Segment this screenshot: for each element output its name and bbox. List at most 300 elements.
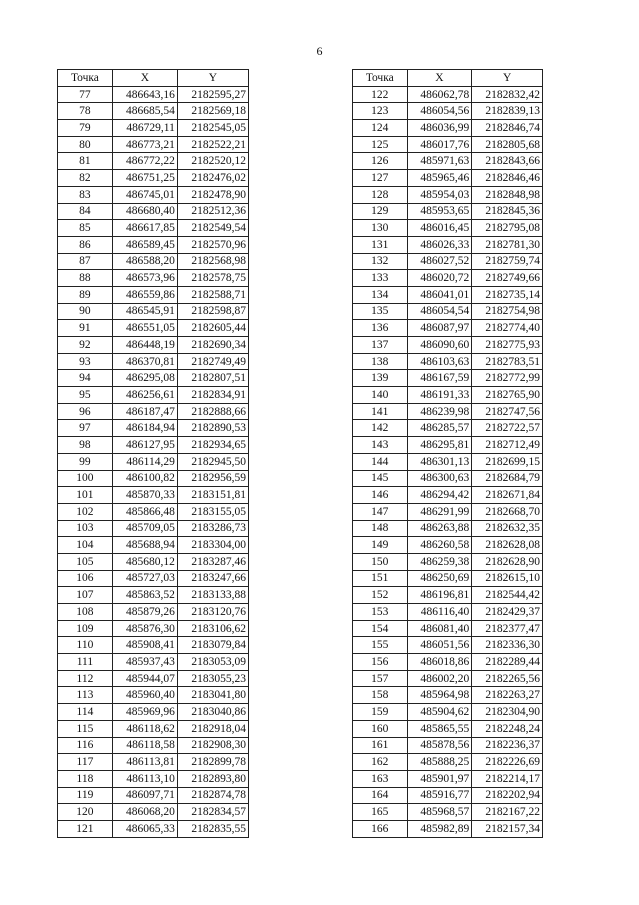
- table-row: [353, 203, 543, 220]
- point-cell: 78: [58, 103, 113, 120]
- table-row: [353, 637, 543, 654]
- y-cell: 2182890,53: [177, 420, 248, 437]
- point-cell: 134: [353, 286, 408, 303]
- y-cell: 2182845,36: [472, 203, 543, 220]
- point-cell: 90: [58, 303, 113, 320]
- table-row: [353, 370, 543, 387]
- table-row: [353, 687, 543, 704]
- x-cell: 486114,29: [112, 453, 177, 470]
- x-cell: 486016,45: [407, 220, 472, 237]
- y-cell: 2182781,30: [472, 236, 543, 253]
- point-cell: 122: [353, 86, 408, 103]
- x-cell: 486250,69: [407, 570, 472, 587]
- point-cell: 164: [353, 787, 408, 804]
- y-cell: 2182735,14: [472, 286, 543, 303]
- table-row: [353, 770, 543, 787]
- point-cell: 161: [353, 737, 408, 754]
- x-cell: 486259,38: [407, 553, 472, 570]
- table-row: [58, 570, 249, 587]
- table-row: [58, 704, 249, 721]
- y-cell: 2182690,34: [177, 337, 248, 354]
- point-cell: 148: [353, 520, 408, 537]
- x-cell: 485982,89: [407, 820, 472, 837]
- point-cell: 102: [58, 503, 113, 520]
- point-cell: 153: [353, 604, 408, 621]
- point-cell: 162: [353, 754, 408, 771]
- table-row: [353, 337, 543, 354]
- y-cell: 2182605,44: [177, 320, 248, 337]
- y-cell: 2182429,37: [472, 604, 543, 621]
- table-row: [58, 804, 249, 821]
- table-row: [58, 754, 249, 771]
- x-cell: 485944,07: [112, 670, 177, 687]
- x-cell: 485968,57: [407, 804, 472, 821]
- y-cell: 2183041,80: [177, 687, 248, 704]
- table-row: [353, 320, 543, 337]
- x-cell: 485954,03: [407, 186, 472, 203]
- y-cell: 2182899,78: [177, 754, 248, 771]
- table-row: [58, 186, 249, 203]
- y-cell: 2182512,36: [177, 203, 248, 220]
- table-row: [353, 553, 543, 570]
- point-cell: 88: [58, 270, 113, 287]
- table-row: [58, 654, 249, 671]
- table-header-row: [353, 70, 543, 87]
- point-cell: 144: [353, 453, 408, 470]
- x-cell: 486291,99: [407, 503, 472, 520]
- point-cell: 110: [58, 637, 113, 654]
- y-cell: 2182934,65: [177, 437, 248, 454]
- point-cell: 96: [58, 403, 113, 420]
- point-cell: 84: [58, 203, 113, 220]
- y-cell: 2182722,57: [472, 420, 543, 437]
- point-cell: 156: [353, 654, 408, 671]
- point-cell: 127: [353, 170, 408, 187]
- table-row: [58, 337, 249, 354]
- point-cell: 112: [58, 670, 113, 687]
- point-cell: 105: [58, 553, 113, 570]
- table-row: [58, 303, 249, 320]
- page-number: 6: [316, 44, 323, 58]
- point-cell: 108: [58, 604, 113, 621]
- point-cell: 123: [353, 103, 408, 120]
- y-cell: 2182888,66: [177, 403, 248, 420]
- table-row: [58, 220, 249, 237]
- x-cell: 486588,20: [112, 253, 177, 270]
- point-cell: 109: [58, 620, 113, 637]
- x-cell: 486026,33: [407, 236, 472, 253]
- y-cell: 2182336,30: [472, 637, 543, 654]
- column-header-y: Y: [177, 70, 248, 87]
- x-cell: 486191,33: [407, 387, 472, 404]
- y-cell: 2182843,66: [472, 153, 543, 170]
- column-header-x: X: [407, 70, 472, 87]
- x-cell: 486295,08: [112, 370, 177, 387]
- y-cell: 2183287,46: [177, 553, 248, 570]
- x-cell: 486294,42: [407, 487, 472, 504]
- table-row: [353, 620, 543, 637]
- x-cell: 486559,86: [112, 286, 177, 303]
- y-cell: 2182747,56: [472, 403, 543, 420]
- y-cell: 2183304,00: [177, 537, 248, 554]
- table-row: [353, 437, 543, 454]
- table-row: [353, 236, 543, 253]
- y-cell: 2182805,68: [472, 136, 543, 153]
- table-row: [58, 620, 249, 637]
- point-cell: 80: [58, 136, 113, 153]
- y-cell: 2182588,71: [177, 286, 248, 303]
- table-row: [58, 737, 249, 754]
- table-body-left: [58, 86, 249, 837]
- table-row: [58, 86, 249, 103]
- x-cell: 486100,82: [112, 470, 177, 487]
- y-cell: 2182157,34: [472, 820, 543, 837]
- point-cell: 124: [353, 120, 408, 137]
- x-cell: 485908,41: [112, 637, 177, 654]
- y-cell: 2182578,75: [177, 270, 248, 287]
- point-cell: 136: [353, 320, 408, 337]
- table-row: [353, 670, 543, 687]
- table-row: [58, 470, 249, 487]
- table-row: [353, 286, 543, 303]
- table-row: [353, 186, 543, 203]
- point-cell: 79: [58, 120, 113, 137]
- x-cell: 485916,77: [407, 787, 472, 804]
- point-cell: 119: [58, 787, 113, 804]
- table-row: [58, 387, 249, 404]
- x-cell: 486729,11: [112, 120, 177, 137]
- point-cell: 166: [353, 820, 408, 837]
- x-cell: 486685,54: [112, 103, 177, 120]
- x-cell: 486081,40: [407, 620, 472, 637]
- x-cell: 486054,56: [407, 103, 472, 120]
- table-row: [58, 203, 249, 220]
- table-row: [58, 553, 249, 570]
- y-cell: 2182226,69: [472, 754, 543, 771]
- point-cell: 95: [58, 387, 113, 404]
- point-cell: 131: [353, 236, 408, 253]
- y-cell: 2182759,74: [472, 253, 543, 270]
- table-row: [353, 220, 543, 237]
- x-cell: 486256,61: [112, 387, 177, 404]
- point-cell: 113: [58, 687, 113, 704]
- point-cell: 93: [58, 353, 113, 370]
- y-cell: 2182839,13: [472, 103, 543, 120]
- x-cell: 486027,52: [407, 253, 472, 270]
- table-row: [353, 720, 543, 737]
- table-row: [353, 120, 543, 137]
- y-cell: 2183247,66: [177, 570, 248, 587]
- table-row: [58, 170, 249, 187]
- point-cell: 107: [58, 587, 113, 604]
- table-row: [58, 604, 249, 621]
- table-row: [58, 687, 249, 704]
- x-cell: 485888,25: [407, 754, 472, 771]
- x-cell: 486301,13: [407, 453, 472, 470]
- point-cell: 77: [58, 86, 113, 103]
- table-row: [353, 787, 543, 804]
- x-cell: 485965,46: [407, 170, 472, 187]
- y-cell: 2183053,09: [177, 654, 248, 671]
- point-cell: 145: [353, 470, 408, 487]
- point-cell: 81: [58, 153, 113, 170]
- x-cell: 486065,33: [112, 820, 177, 837]
- point-cell: 140: [353, 387, 408, 404]
- table-row: [58, 136, 249, 153]
- y-cell: 2182772,99: [472, 370, 543, 387]
- x-cell: 486051,56: [407, 637, 472, 654]
- y-cell: 2183055,23: [177, 670, 248, 687]
- x-cell: 486068,20: [112, 804, 177, 821]
- x-cell: 486103,63: [407, 353, 472, 370]
- y-cell: 2182846,46: [472, 170, 543, 187]
- table-row: [58, 437, 249, 454]
- x-cell: 485876,30: [112, 620, 177, 637]
- y-cell: 2182615,10: [472, 570, 543, 587]
- y-cell: 2182236,37: [472, 737, 543, 754]
- table-row: [58, 637, 249, 654]
- point-cell: 142: [353, 420, 408, 437]
- y-cell: 2182893,80: [177, 770, 248, 787]
- x-cell: 486551,05: [112, 320, 177, 337]
- table-row: [58, 253, 249, 270]
- y-cell: 2182749,49: [177, 353, 248, 370]
- y-cell: 2182569,18: [177, 103, 248, 120]
- table-row: [58, 236, 249, 253]
- y-cell: 2182846,74: [472, 120, 543, 137]
- x-cell: 486118,62: [112, 720, 177, 737]
- x-cell: 486448,19: [112, 337, 177, 354]
- table-row: [353, 487, 543, 504]
- table-row: [353, 520, 543, 537]
- x-cell: 486772,22: [112, 153, 177, 170]
- table-row: [353, 503, 543, 520]
- x-cell: 486285,57: [407, 420, 472, 437]
- x-cell: 486113,81: [112, 754, 177, 771]
- point-cell: 85: [58, 220, 113, 237]
- x-cell: 485688,94: [112, 537, 177, 554]
- point-cell: 139: [353, 370, 408, 387]
- point-cell: 87: [58, 253, 113, 270]
- table-row: [58, 453, 249, 470]
- table-row: [58, 103, 249, 120]
- x-cell: 486300,63: [407, 470, 472, 487]
- x-cell: 486187,47: [112, 403, 177, 420]
- x-cell: 485901,97: [407, 770, 472, 787]
- y-cell: 2182377,47: [472, 620, 543, 637]
- x-cell: 485870,33: [112, 487, 177, 504]
- y-cell: 2182832,42: [472, 86, 543, 103]
- table-row: [353, 153, 543, 170]
- y-cell: 2182765,90: [472, 387, 543, 404]
- point-cell: 106: [58, 570, 113, 587]
- point-cell: 83: [58, 186, 113, 203]
- point-cell: 154: [353, 620, 408, 637]
- y-cell: 2182671,84: [472, 487, 543, 504]
- x-cell: 486745,01: [112, 186, 177, 203]
- table-row: [353, 387, 543, 404]
- point-cell: 132: [353, 253, 408, 270]
- point-cell: 101: [58, 487, 113, 504]
- x-cell: 486087,97: [407, 320, 472, 337]
- point-cell: 160: [353, 720, 408, 737]
- point-cell: 100: [58, 470, 113, 487]
- y-cell: 2182783,51: [472, 353, 543, 370]
- y-cell: 2182795,08: [472, 220, 543, 237]
- point-cell: 157: [353, 670, 408, 687]
- x-cell: 485709,05: [112, 520, 177, 537]
- x-cell: 486062,78: [407, 86, 472, 103]
- table-row: [353, 587, 543, 604]
- x-cell: 486118,58: [112, 737, 177, 754]
- table-row: [58, 537, 249, 554]
- table-row: [58, 670, 249, 687]
- table-row: [58, 520, 249, 537]
- y-cell: 2182522,21: [177, 136, 248, 153]
- table-row: [353, 470, 543, 487]
- y-cell: 2182478,90: [177, 186, 248, 203]
- point-cell: 143: [353, 437, 408, 454]
- table-row: [353, 453, 543, 470]
- x-cell: 486113,10: [112, 770, 177, 787]
- x-cell: 486017,76: [407, 136, 472, 153]
- y-cell: 2182628,08: [472, 537, 543, 554]
- point-cell: 98: [58, 437, 113, 454]
- table-row: [58, 770, 249, 787]
- x-cell: 486036,99: [407, 120, 472, 137]
- point-cell: 128: [353, 186, 408, 203]
- y-cell: 2182167,22: [472, 804, 543, 821]
- point-cell: 97: [58, 420, 113, 437]
- x-cell: 485879,26: [112, 604, 177, 621]
- point-cell: 125: [353, 136, 408, 153]
- y-cell: 2182754,98: [472, 303, 543, 320]
- y-cell: 2182918,04: [177, 720, 248, 737]
- x-cell: 486545,91: [112, 303, 177, 320]
- point-cell: 163: [353, 770, 408, 787]
- x-cell: 486263,88: [407, 520, 472, 537]
- y-cell: 2182202,94: [472, 787, 543, 804]
- x-cell: 485969,96: [112, 704, 177, 721]
- point-cell: 111: [58, 654, 113, 671]
- point-cell: 103: [58, 520, 113, 537]
- x-cell: 486090,60: [407, 337, 472, 354]
- table-row: [353, 170, 543, 187]
- y-cell: 2182712,49: [472, 437, 543, 454]
- table-body-right: [353, 86, 543, 837]
- table-row: [58, 353, 249, 370]
- x-cell: 486589,45: [112, 236, 177, 253]
- point-cell: 99: [58, 453, 113, 470]
- point-cell: 86: [58, 236, 113, 253]
- y-cell: 2182834,91: [177, 387, 248, 404]
- y-cell: 2182908,30: [177, 737, 248, 754]
- point-cell: 152: [353, 587, 408, 604]
- y-cell: 2182684,79: [472, 470, 543, 487]
- table-row: [58, 503, 249, 520]
- y-cell: 2182568,98: [177, 253, 248, 270]
- y-cell: 2183151,81: [177, 487, 248, 504]
- y-cell: 2183106,62: [177, 620, 248, 637]
- point-cell: 150: [353, 553, 408, 570]
- point-cell: 165: [353, 804, 408, 821]
- table-row: [353, 820, 543, 837]
- table-row: [353, 704, 543, 721]
- table-row: [58, 720, 249, 737]
- x-cell: 485937,43: [112, 654, 177, 671]
- y-cell: 2182265,56: [472, 670, 543, 687]
- point-cell: 129: [353, 203, 408, 220]
- point-cell: 118: [58, 770, 113, 787]
- x-cell: 486617,85: [112, 220, 177, 237]
- y-cell: 2183286,73: [177, 520, 248, 537]
- table-row: [353, 353, 543, 370]
- x-cell: 486573,96: [112, 270, 177, 287]
- table-row: [58, 487, 249, 504]
- point-cell: 89: [58, 286, 113, 303]
- table-row: [353, 270, 543, 287]
- y-cell: 2182956,59: [177, 470, 248, 487]
- y-cell: 2182263,27: [472, 687, 543, 704]
- y-cell: 2182874,78: [177, 787, 248, 804]
- table-row: [58, 320, 249, 337]
- point-cell: 146: [353, 487, 408, 504]
- table-row: [353, 420, 543, 437]
- y-cell: 2182476,02: [177, 170, 248, 187]
- y-cell: 2183133,88: [177, 587, 248, 604]
- point-cell: 147: [353, 503, 408, 520]
- y-cell: 2182520,12: [177, 153, 248, 170]
- point-cell: 120: [58, 804, 113, 821]
- point-cell: 91: [58, 320, 113, 337]
- point-cell: 104: [58, 537, 113, 554]
- y-cell: 2182598,87: [177, 303, 248, 320]
- table-row: [353, 303, 543, 320]
- x-cell: 486002,20: [407, 670, 472, 687]
- column-header-point: Точка: [353, 70, 408, 87]
- table-row: [58, 120, 249, 137]
- y-cell: 2182304,90: [472, 704, 543, 721]
- x-cell: 486127,95: [112, 437, 177, 454]
- column-header-x: X: [112, 70, 177, 87]
- point-cell: 149: [353, 537, 408, 554]
- x-cell: 485964,98: [407, 687, 472, 704]
- y-cell: 2182834,57: [177, 804, 248, 821]
- y-cell: 2182848,98: [472, 186, 543, 203]
- y-cell: 2182544,42: [472, 587, 543, 604]
- x-cell: 486751,25: [112, 170, 177, 187]
- x-cell: 486370,81: [112, 353, 177, 370]
- x-cell: 486196,81: [407, 587, 472, 604]
- x-cell: 485971,63: [407, 153, 472, 170]
- point-cell: 121: [58, 820, 113, 837]
- y-cell: 2183040,86: [177, 704, 248, 721]
- table-row: [353, 804, 543, 821]
- x-cell: 486680,40: [112, 203, 177, 220]
- x-cell: 486239,98: [407, 403, 472, 420]
- point-cell: 159: [353, 704, 408, 721]
- y-cell: 2182289,44: [472, 654, 543, 671]
- x-cell: 485878,56: [407, 737, 472, 754]
- point-cell: 115: [58, 720, 113, 737]
- table-row: [353, 754, 543, 771]
- y-cell: 2182595,27: [177, 86, 248, 103]
- x-cell: 486020,72: [407, 270, 472, 287]
- table-row: [58, 587, 249, 604]
- table-row: [58, 153, 249, 170]
- x-cell: 485865,55: [407, 720, 472, 737]
- point-cell: 135: [353, 303, 408, 320]
